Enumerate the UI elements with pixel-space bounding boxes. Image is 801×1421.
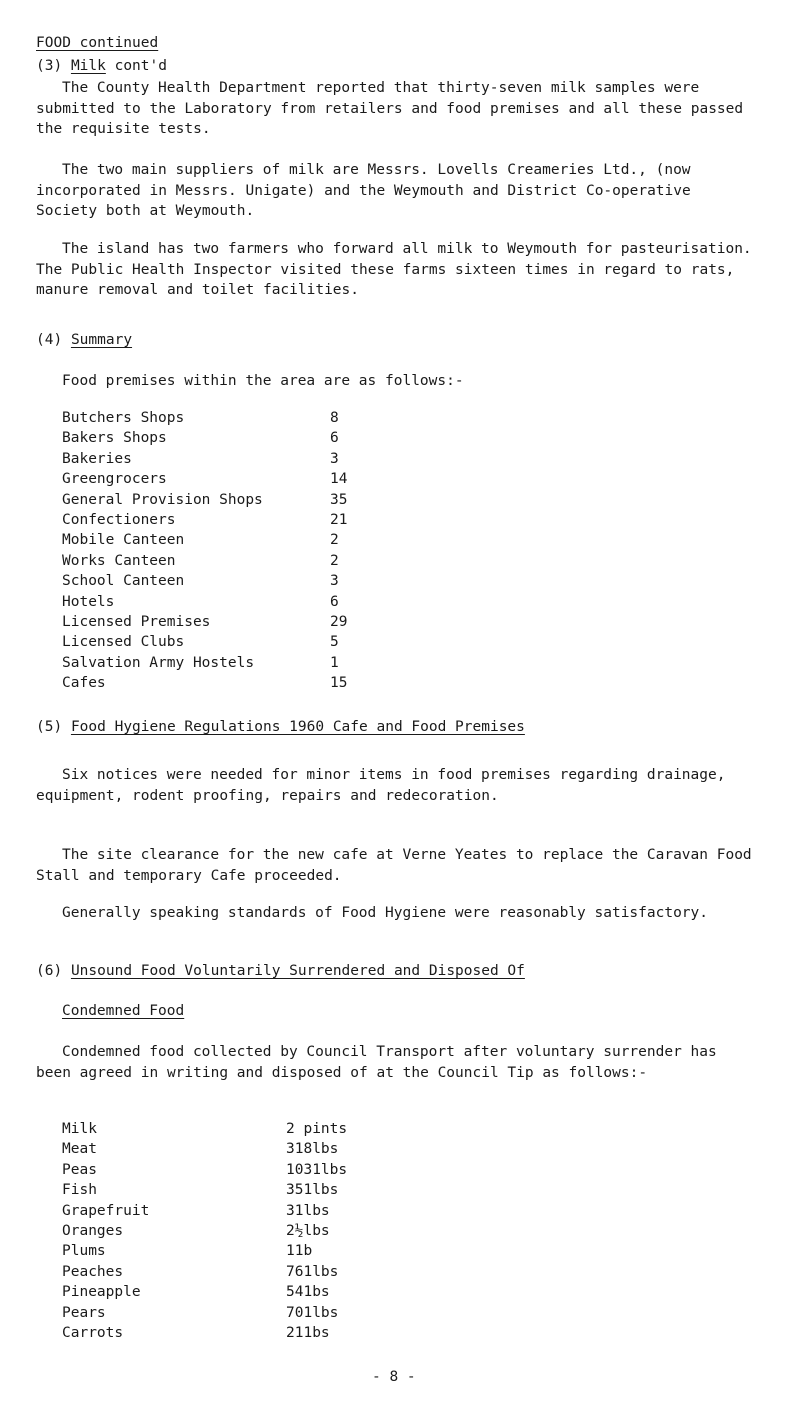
premises-row-label: Mobile Canteen [62, 532, 185, 549]
premises-row-value: 2 [330, 532, 339, 549]
regulations-paragraph-2-text: The site clearance for the new cafe at Verne Yeates to replace the Caravan Food Stall and temporary Cafe proceeded. [36, 847, 752, 884]
condemned-row-label: Peaches [62, 1263, 124, 1280]
condemned-row-value: 1031lbs [286, 1161, 348, 1178]
condemned-row [62, 1282, 362, 1302]
premises-row-value: 6 [330, 430, 339, 447]
regulations-paragraph-1-text: Six notices were needed for minor items in food premises regarding drainage, equipment, rodent proofing, repairs and redecoration. [36, 767, 726, 804]
premises-row-label: Licensed Premises [62, 613, 211, 630]
milk-subsection-suffix: cont'd [105, 58, 167, 74]
running-title: FOOD continued [36, 35, 159, 51]
premises-row-label: Bakers Shops [62, 430, 167, 447]
premises-row-value: 3 [330, 573, 339, 590]
condemned-row-label: Milk [62, 1121, 97, 1137]
condemned-row [62, 1221, 362, 1241]
condemned-food-table [62, 1119, 362, 1343]
milk-subsection-number: (3) [36, 58, 63, 74]
condemned-row-value: 2½lbs [286, 1222, 330, 1239]
condemned-row [62, 1262, 362, 1282]
condemned-row-label: Pineapple [62, 1284, 141, 1301]
summary-intro: Food premises within the area are as follows:- [62, 373, 464, 389]
condemned-row [62, 1241, 362, 1261]
milk-subsection-title: Milk [70, 58, 106, 74]
regulations-paragraph-3 [36, 903, 756, 924]
regulations-title: Food Hygiene Regulations 1960 Cafe and Food Premises [70, 719, 525, 735]
premises-row-value: 15 [330, 675, 348, 692]
premises-row-value: 14 [330, 471, 348, 488]
premises-row [62, 469, 362, 489]
premises-row-label: Greengrocers [62, 471, 167, 488]
condemned-paragraph-text: Condemned food collected by Council Transport after voluntary surrender has been agreed in writing and disposed of at the Council Tip as follows:- [36, 1044, 717, 1081]
premises-row-label: Cafes [62, 675, 106, 692]
condemned-row [62, 1323, 362, 1343]
premises-row-label: General Provision Shops [62, 491, 263, 508]
condemned-row-value: 351lbs [286, 1182, 339, 1199]
condemned-row-value: 2 pints [286, 1121, 348, 1137]
premises-row-label: Hotels [62, 593, 115, 610]
premises-row-label: Confectioners [62, 511, 176, 528]
milk-paragraph-3-text: The island has two farmers who forward all milk to Weymouth for pasteurisation. The Public Health Inspector visited these farms sixteen times in regard to rats, manure removal and toilet facilities. [36, 241, 752, 298]
premises-row [62, 612, 362, 632]
page-number: - 8 - [372, 1369, 416, 1385]
premises-row [62, 673, 362, 693]
premises-row-label: School Canteen [62, 573, 185, 590]
premises-row [62, 632, 362, 652]
premises-row-label: Butchers Shops [62, 410, 185, 426]
condemned-row [62, 1201, 362, 1221]
premises-row-value: 5 [330, 634, 339, 651]
premises-row [62, 490, 362, 510]
premises-row-value: 1 [330, 654, 339, 671]
unsound-title: Unsound Food Voluntarily Surrendered and Disposed Of [70, 963, 525, 979]
milk-subsection-heading [36, 56, 167, 76]
premises-row-value: 2 [330, 552, 339, 569]
premises-row [62, 551, 362, 571]
premises-row-value: 35 [330, 491, 348, 508]
premises-row-label: Bakeries [62, 450, 132, 467]
condemned-paragraph [36, 1042, 756, 1083]
regulations-number: (5) [36, 719, 63, 735]
premises-row [62, 571, 362, 591]
condemned-row-value: 761lbs [286, 1263, 339, 1280]
condemned-food-subtitle: Condemned Food [62, 1003, 185, 1019]
milk-paragraph-1 [36, 78, 756, 140]
premises-row [62, 653, 362, 673]
premises-row [62, 428, 362, 448]
condemned-row [62, 1160, 362, 1180]
premises-row [62, 592, 362, 612]
premises-row-value: 29 [330, 613, 348, 630]
milk-paragraph-3 [36, 239, 756, 301]
milk-paragraph-2-text: The two main suppliers of milk are Messrs. Lovells Creameries Ltd., (now incorporated in Messrs. Unigate) and the Weymouth and District Co-operative Society both at Weymouth. [36, 162, 691, 219]
premises-row-label: Salvation Army Hostels [62, 654, 255, 671]
summary-heading [36, 330, 132, 350]
premises-row-value: 3 [330, 450, 339, 467]
condemned-row-label: Pears [62, 1304, 106, 1321]
premises-row [62, 510, 362, 530]
premises-row [62, 408, 362, 428]
milk-paragraph-1-text: The County Health Department reported that thirty-seven milk samples were submitted to the Laboratory from retailers and food premises and all these passed the requisite tests. [36, 80, 744, 137]
regulations-paragraph-3-text: Generally speaking standards of Food Hygiene were reasonably satisfactory. [62, 905, 709, 921]
premises-row-value: 6 [330, 593, 339, 610]
regulations-paragraph-1 [36, 765, 756, 806]
condemned-row-value: 541bs [286, 1284, 330, 1301]
premises-row-value: 8 [330, 410, 339, 426]
regulations-paragraph-2 [36, 845, 756, 886]
condemned-row-label: Oranges [62, 1222, 124, 1239]
condemned-row-value: 11b [286, 1243, 313, 1260]
condemned-row-value: 701lbs [286, 1304, 339, 1321]
condemned-row-label: Meat [62, 1141, 97, 1158]
premises-row-value: 21 [330, 511, 348, 528]
premises-row-label: Licensed Clubs [62, 634, 185, 651]
condemned-row [62, 1180, 362, 1200]
condemned-row-value: 211bs [286, 1324, 330, 1341]
milk-paragraph-2 [36, 160, 756, 222]
summary-title: Summary [70, 332, 133, 348]
regulations-heading [36, 717, 525, 737]
unsound-heading [36, 961, 525, 981]
unsound-number: (6) [36, 963, 63, 979]
condemned-row-label: Peas [62, 1161, 97, 1178]
condemned-row [62, 1119, 362, 1139]
condemned-row [62, 1303, 362, 1323]
premises-table [62, 408, 362, 693]
condemned-row-value: 318lbs [286, 1141, 339, 1158]
premises-row [62, 449, 362, 469]
condemned-row-value: 31lbs [286, 1202, 330, 1219]
condemned-row-label: Fish [62, 1182, 97, 1199]
condemned-row-label: Carrots [62, 1324, 124, 1341]
premises-row-label: Works Canteen [62, 552, 176, 569]
premises-row [62, 530, 362, 550]
condemned-row [62, 1139, 362, 1159]
condemned-row-label: Plums [62, 1243, 106, 1260]
condemned-row-label: Grapefruit [62, 1202, 150, 1219]
summary-number: (4) [36, 332, 63, 348]
